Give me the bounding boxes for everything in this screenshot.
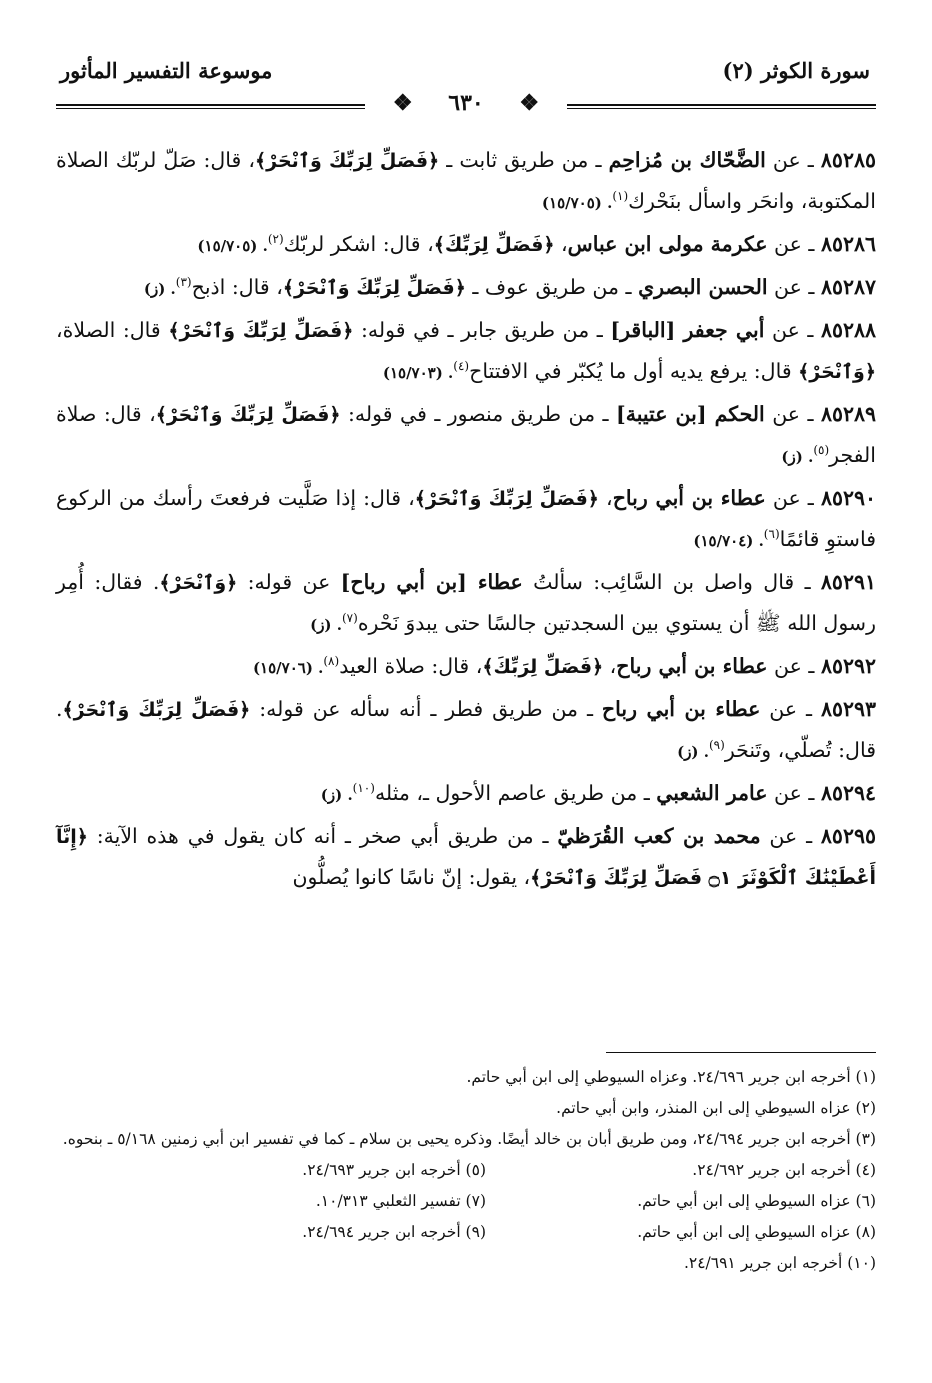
entry-85289 — [56, 394, 876, 477]
narrator-name: عامر الشعبي — [656, 781, 768, 805]
entry-text: ، — [554, 232, 568, 256]
footnote-marker: (٩) — [708, 738, 725, 753]
entry-number: ٨٥٢٨٦ — [820, 232, 876, 256]
entry-text: قال: الصلاة، — [56, 318, 169, 342]
quran-quote: ﴿فَصَلِّ لِرَبِّكَ وَٱنْحَرْ﴾ — [414, 488, 599, 510]
narrator-name: الحكم [بن عتيبة] — [616, 402, 765, 426]
footnote-9: (٩) أخرجه ابن جرير ٢٤/٦٩٤. — [302, 1223, 486, 1241]
entry-number: ٨٥٢٨٥ — [820, 148, 876, 172]
entry-85288 — [56, 310, 876, 393]
entry-text: ـ من طريق منصور ـ في قوله: — [340, 402, 616, 426]
entry-number: ٨٥٢٩٠ — [820, 486, 876, 510]
ornament-icon: ❖ — [498, 90, 553, 116]
entry-text: ـ عن — [767, 654, 821, 678]
entry-85291 — [56, 562, 876, 645]
narrator-name: عطاء بن أبي رباح — [601, 697, 761, 721]
entry-text: قال: يرفع يديه أول ما يُكبّر في الافتتاح — [469, 359, 799, 383]
footnote-marker: (٢) — [267, 232, 284, 247]
footnote-marker: (٣) — [175, 275, 192, 290]
footnote-8: (٨) عزاه السيوطي إلى ابن أبي حاتم. — [637, 1223, 876, 1241]
reference: . (ز) — [677, 743, 709, 761]
quran-quote: ﴿فَصَلِّ لِرَبِّكَ﴾ — [482, 656, 604, 678]
footnote-row — [56, 1217, 876, 1248]
footnote-3: (٣) أخرجه ابن جرير ٢٤/٦٩٤، ومن طريق أبان بن خالد أيضًا. وذكره يحيى بن سلام ـ كما في تفسير ابن أبي زمنين ٥/١٦٨ ـ بنحوه. — [62, 1130, 876, 1148]
entry-text: ـ عن — [767, 232, 821, 256]
entry-text: ، قال: إذا صَلَّيت فرفعتَ رأسك من الركوع فاستوِ قائمًا — [56, 486, 876, 551]
entry-text: ـ من طريق أبي صخر ـ أنه كان يقول في هذه الآية: — [87, 824, 558, 848]
entry-text: ، قال: اشكر لربّك — [283, 232, 434, 256]
reference: . (ز) — [143, 280, 176, 298]
entry-text: ـ عن — [765, 148, 821, 172]
footnote-row — [56, 1155, 876, 1186]
entry-text: ـ عن — [767, 781, 821, 805]
reference: . (١٥/٧٠٥) — [541, 194, 613, 212]
entry-85290 — [56, 478, 876, 561]
entry-number: ٨٥٢٩٥ — [820, 824, 876, 848]
quran-quote: ﴿فَصَلِّ لِرَبِّكَ وَٱنْحَرْ﴾ — [168, 320, 354, 342]
footnote-marker: (٤) — [453, 359, 470, 374]
entry-number: ٨٥٢٩١ — [820, 570, 876, 594]
entry-text: ـ من طريق ثابت ـ — [439, 148, 609, 172]
entry-text: ، قال: صلاة الفجر — [56, 402, 876, 467]
quran-quote: ﴿فَصَلِّ لِرَبِّكَ وَٱنْحَرْ﴾ — [155, 404, 341, 426]
narrator-name: عطاء بن أبي رباح — [616, 654, 768, 678]
footnote-7: (٧) تفسير الثعلبي ١٠/٣١٣. — [315, 1192, 486, 1210]
entry-text: ، قال: اذبح — [191, 275, 283, 299]
entry-text: ، — [598, 486, 613, 510]
entry-text: ـ عن — [767, 275, 821, 299]
entry-text: ـ عن — [764, 402, 821, 426]
page-number-box — [0, 90, 932, 116]
quran-quote: ﴿فَصَلِّ لِرَبِّكَ وَٱنْحَرْ﴾ — [255, 150, 440, 172]
footnote-2: (٢) عزاه السيوطي إلى ابن المنذر، وابن أبي حاتم. — [556, 1099, 876, 1117]
running-title-book: موسوعة التفسير المأثور — [60, 58, 273, 83]
narrator-name: محمد بن كعب القُرَظيّ — [557, 824, 761, 848]
quran-quote: ﴿فَصَلِّ لِرَبِّكَ﴾ — [433, 234, 555, 256]
entry-text: ، قال: صلاة العيد — [339, 654, 483, 678]
entry-text: ، قال: صَلّ لربّك الصلاة المكتوبة، وانحَر واسأل بنَحْرك — [56, 148, 876, 213]
footnote-marker: (٧) — [341, 611, 358, 626]
entry-text: عن قوله: — [237, 570, 341, 594]
narrator-name: عطاء [بن أبي رباح] — [340, 570, 523, 594]
footnote-1: (١) أخرجه ابن جرير ٢٤/٦٩٦. وعزاه السيوطي إلى ابن أبي حاتم. — [466, 1068, 876, 1086]
entry-number: ٨٥٢٨٩ — [820, 402, 876, 426]
entry-text: ـ من طريق عوف ـ — [465, 275, 639, 299]
quran-quote: ﴿إِنَّآ أَعْطَيْنَٰكَ ٱلْكَوْثَرَ ۝١ فَصَلِّ لِرَبِّكَ وَٱنْحَرْ﴾ — [56, 826, 876, 889]
main-text — [56, 140, 876, 899]
entry-text: . قال: تُصلّي، وتَنحَر — [56, 697, 876, 762]
entry-text: ـ من طريق عاصم الأحول ـ، مثله — [374, 781, 657, 805]
entry-text: ، يقول: إنّ ناسًا كانوا يُصلُّون — [292, 865, 531, 889]
entry-number: ٨٥٢٩٤ — [820, 781, 876, 805]
entry-number: ٨٥٢٩٣ — [820, 697, 876, 721]
running-title-surah: سورة الكوثر (٢) — [722, 58, 870, 83]
narrator-name: عطاء بن أبي رباح — [612, 486, 766, 510]
entry-number: ٨٥٢٨٧ — [820, 275, 876, 299]
reference: . (١٥/٧٠٤) — [693, 532, 764, 550]
entry-85287 — [56, 267, 876, 309]
narrator-name: عكرمة مولى ابن عباس — [567, 232, 768, 256]
entry-85286 — [56, 224, 876, 266]
reference: . (ز) — [320, 786, 353, 804]
quran-quote: ﴿فَصَلِّ لِرَبِّكَ وَٱنْحَرْ﴾ — [62, 699, 251, 721]
page-number: ٦٣٠ — [434, 90, 497, 116]
quran-quote: ﴿فَصَلِّ لِرَبِّكَ وَٱنْحَرْ﴾ — [282, 277, 466, 299]
entry-text: ـ قال واصل بن السَّائِب: سألتُ — [522, 570, 821, 594]
footnote-10: (١٠) أخرجه ابن جرير ٢٤/٦٩١. — [683, 1254, 876, 1272]
entry-number: ٨٥٢٩٢ — [820, 654, 876, 678]
entry-85285 — [56, 140, 876, 223]
narrator-name: الحسن البصري — [638, 275, 768, 299]
narrator-name: الضَّحّاك بن مُزاحِم — [608, 148, 766, 172]
quran-quote: ﴿وَٱنْحَرْ﴾ — [798, 361, 876, 383]
footnote-separator — [606, 1052, 876, 1053]
footnotes — [56, 1062, 876, 1279]
entry-text: ـ عن — [760, 697, 821, 721]
entry-text: . فقال: أُمِر رسول الله ﷺ أن يستوي بين السجدتين جالسًا حتى يبدوَ نَحْره — [56, 570, 876, 635]
quran-quote: ﴿وَٱنْحَرْ﴾ — [159, 572, 238, 594]
narrator-name: أبي جعفر [الباقر] — [610, 318, 765, 342]
ornament-icon: ❖ — [379, 90, 434, 116]
footnote-row — [56, 1186, 876, 1217]
reference: . (ز) — [310, 616, 342, 634]
entry-text: ـ من طريق فطر ـ أنه سأله عن قوله: — [250, 697, 602, 721]
entry-text: ـ من طريق جابر ـ في قوله: — [353, 318, 611, 342]
footnote-marker: (٦) — [763, 527, 780, 542]
footnote-marker: (١) — [612, 189, 629, 204]
footnote-4: (٤) أخرجه ابن جرير ٢٤/٦٩٢. — [692, 1161, 876, 1179]
reference: . (١٥/٧٠٦) — [252, 659, 324, 677]
entry-text: ـ عن — [760, 824, 821, 848]
entry-85295 — [56, 816, 876, 898]
entry-85294 — [56, 773, 876, 815]
reference: . (١٥/٧٠٥) — [197, 237, 268, 255]
entry-text: ، — [603, 654, 617, 678]
footnote-6: (٦) عزاه السيوطي إلى ابن أبي حاتم. — [637, 1192, 876, 1210]
entry-85292 — [56, 646, 876, 688]
footnote-marker: (٥) — [813, 443, 830, 458]
footnote-5: (٥) أخرجه ابن جرير ٢٤/٦٩٣. — [302, 1161, 486, 1179]
reference: . (ز) — [781, 448, 814, 466]
entry-text: ـ عن — [764, 318, 821, 342]
footnote-marker: (١٠) — [352, 781, 375, 796]
reference: . (١٥/٧٠٣) — [382, 364, 454, 382]
entry-text: ـ عن — [765, 486, 821, 510]
entry-number: ٨٥٢٨٨ — [820, 318, 877, 342]
footnote-marker: (٨) — [323, 654, 340, 669]
entry-85293 — [56, 689, 876, 772]
